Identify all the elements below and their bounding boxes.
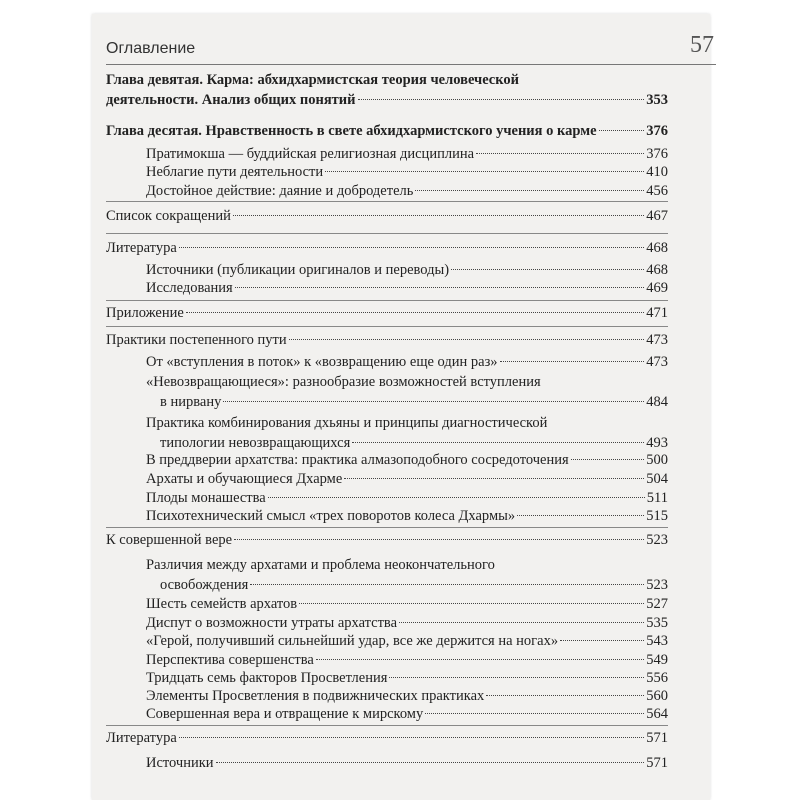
toc-entry-title: Совершенная вера и отвращение к мирскому [146,706,424,722]
dot-leader [186,312,644,313]
toc-page-number: 535 [646,615,668,631]
toc-entry-title: Тридцать семь факторов Просветления [146,670,388,686]
dot-leader [234,539,644,540]
toc-page-number: 353 [646,92,668,108]
toc-page-number: 504 [646,471,668,487]
dot-leader [223,401,644,402]
toc-entry-studies[interactable] [146,278,668,298]
section-divider [106,201,668,202]
toc-entry-title: типологии невозвращающихся [160,435,351,451]
toc-page-number: 527 [646,596,668,612]
toc-page-number: 543 [646,633,668,649]
toc-entry-chapter-10[interactable] [106,121,668,141]
toc-entry-hero[interactable] [146,631,668,651]
dot-leader [316,659,644,660]
toc-entry-title: деятельности. Анализ общих понятий [106,92,356,108]
toc-entry-perspective[interactable] [146,650,668,670]
toc-entry-title: в нирвану [160,394,222,410]
toc-entry-literature-2[interactable] [106,728,668,748]
dot-leader [415,190,644,191]
dot-leader [476,153,644,154]
toc-entry-title: Пратимокша — буддийская религиозная дисциплина [146,146,475,162]
toc-entry-chapter-9[interactable] [106,70,668,110]
toc-entry-three-turnings[interactable] [146,506,668,526]
toc-entry-title: Элементы Просветления в подвижнических практиках [146,688,485,704]
toc-entry-title: Литература [106,730,177,746]
toc-entry-non-returners[interactable] [146,372,668,412]
toc-entry-title: Источники [146,755,214,771]
toc-entry-title: освобождения [160,577,249,593]
dot-leader [179,737,644,738]
dot-leader [233,215,644,216]
dot-leader [352,442,644,443]
dot-leader [358,99,645,100]
toc-page-number: 473 [646,332,668,348]
section-divider [106,527,668,528]
toc-entry-literature[interactable] [106,238,668,258]
toc-entry-title: Диспут о возможности утраты архатства [146,615,398,631]
dot-leader [344,478,644,479]
toc-page-number: 410 [646,164,668,180]
toc-entry-title: В преддверии архатства: практика алмазоподобного сосредоточения [146,452,569,468]
toc-page-number: 564 [646,706,668,722]
toc-entry-title-line1: Глава девятая. Карма: абхидхармистская теория человеческой [106,72,520,88]
toc-page-number: 515 [646,508,668,524]
toc-entry-title: «Герой, получивший сильнейший удар, все же держится на ногах» [146,633,559,649]
toc-entry-arhatship-threshold[interactable] [146,450,668,470]
toc-entry-title: Глава десятая. Нравственность в свете абхидхармистского учения о карме [106,123,597,139]
toc-entry-unwholesome-paths[interactable] [146,162,668,182]
toc-entry-fruits-monkhood[interactable] [146,488,668,508]
toc-entry-title: Источники (публикации оригиналов и переводы) [146,262,450,278]
dot-leader [399,622,644,623]
dot-leader [299,603,644,604]
header-rule [106,64,716,65]
dot-leader [250,584,644,585]
toc-page-number: 456 [646,183,668,199]
dot-leader [179,247,644,248]
toc-page-number: 468 [646,240,668,256]
toc-entry-arhat-differences[interactable] [146,555,668,595]
toc-entry-gradual-path[interactable] [106,330,668,350]
toc-page-number: 523 [646,577,668,593]
toc-page-number: 560 [646,688,668,704]
toc-page-number: 473 [646,354,668,370]
toc-page-number: 511 [646,490,668,506]
toc-entry-title: Архаты и обучающиеся Дхарме [146,471,343,487]
section-divider [106,326,668,327]
toc-page-number: 468 [646,262,668,278]
toc-page-number: 467 [646,208,668,224]
toc-entry-perfect-faith-aversion[interactable] [146,704,668,724]
toc-entry-title: Перспектива совершенства [146,652,314,668]
toc-entry-appendix[interactable] [106,303,668,323]
toc-page-number: 376 [646,146,668,162]
section-divider [106,300,668,301]
toc-entry-title: Плоды монашества [146,490,266,506]
dot-leader [571,459,645,460]
toc-entry-sources[interactable] [146,260,668,280]
toc-entry-elements[interactable] [146,686,668,706]
toc-entry-thirty-seven-factors[interactable] [146,668,668,688]
toc-entry-arhats-learners[interactable] [146,469,668,489]
dot-leader [325,171,644,172]
toc-entry-title: К совершенной вере [106,532,233,548]
toc-page-number: 471 [646,305,668,321]
section-divider [106,233,668,234]
dot-leader [486,695,644,696]
toc-page-number: 549 [646,652,668,668]
toc-page-number: 556 [646,670,668,686]
toc-entry-title: Приложение [106,305,184,321]
toc-entry-perfect-faith[interactable] [106,530,668,550]
dot-leader [389,677,644,678]
book-page [92,14,714,800]
page-number: 57 [690,32,714,58]
toc-entry-stream-entry[interactable] [146,352,668,372]
running-head: Оглавление [106,40,196,57]
toc-entry-title: Достойное действие: даяние и добродетель [146,183,414,199]
toc-entry-sources-2[interactable] [146,753,668,773]
dot-leader [517,515,644,516]
dot-leader [268,497,645,498]
dot-leader [216,762,645,763]
toc-page-number: 571 [646,755,668,771]
toc-entry-title-line1: «Невозвращающиеся»: разнообразие возможностей вступления [146,374,541,390]
toc-page-number: 484 [646,394,668,410]
toc-entry-pratimoksha[interactable] [146,144,668,164]
toc-entry-title-line1: Практика комбинирования дхьяны и принципы диагностической [146,415,548,431]
toc-entry-title: Шесть семейств архатов [146,596,298,612]
dot-leader [235,287,645,288]
dot-leader [560,640,644,641]
toc-page-number: 469 [646,280,668,296]
toc-page-number: 571 [646,730,668,746]
toc-entry-title: Исследования [146,280,233,296]
section-divider [106,725,668,726]
toc-entry-title: Психотехнический смысл «трех поворотов колеса Дхармы» [146,508,516,524]
dot-leader [451,269,644,270]
dot-leader [289,339,645,340]
toc-entry-title: От «вступления в поток» к «возвращению еще один раз» [146,354,498,370]
toc-entry-six-families[interactable] [146,594,668,614]
toc-page-number: 493 [646,435,668,451]
toc-entry-dispute[interactable] [146,613,668,633]
toc-entry-title-line1: Различия между архатами и проблема неокончательного [146,557,495,573]
toc-entry-title: Практики постепенного пути [106,332,287,348]
toc-page-number: 376 [646,123,668,139]
toc-entry-dhyana-practice[interactable] [146,413,668,453]
toc-entry-title: Неблагие пути деятельности [146,164,324,180]
toc-entry-title: Литература [106,240,177,256]
toc-page-number: 523 [646,532,668,548]
toc-entry-abbreviations[interactable] [106,206,668,226]
toc-page-number: 500 [646,452,668,468]
toc-entry-worthy-action[interactable] [146,181,668,201]
dot-leader [500,361,645,362]
dot-leader [599,130,645,131]
page-header [106,32,714,62]
toc-entry-title: Список сокращений [106,208,231,224]
dot-leader [425,713,644,714]
